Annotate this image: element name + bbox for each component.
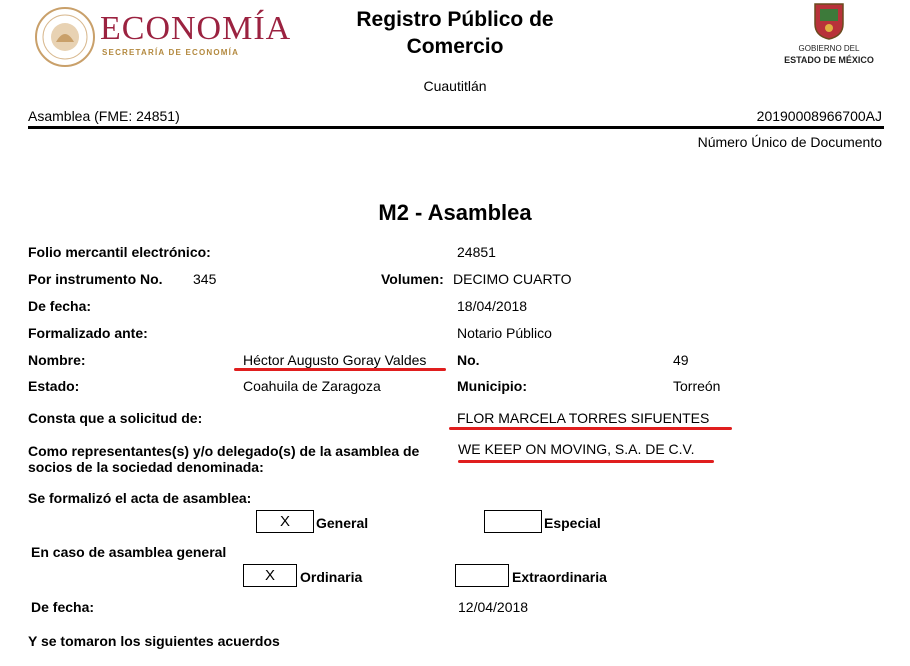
instrumento-label: Por instrumento No. [28,271,163,287]
estado-label: Estado: [28,378,80,394]
header-divider [28,126,884,129]
edomex-line-2: ESTADO DE MÉXICO [784,55,874,65]
economia-wordmark: ECONOMÍA [100,10,292,47]
national-seal-icon [34,6,96,68]
representantes-value: WE KEEP ON MOVING, S.A. DE C.V. [458,441,695,457]
extraordinaria-checkbox[interactable] [455,564,509,587]
page-title: Registro Público de Comercio [356,8,554,58]
state-shield-icon [813,2,845,40]
edomex-logo [770,2,888,68]
nombre-highlight [234,368,446,371]
document-number-caption: Número Único de Documento [697,134,882,150]
especial-checkbox[interactable] [484,510,542,533]
volumen-label: Volumen: [381,271,444,287]
notario-number-value: 49 [673,352,689,368]
assembly-fme-label: Asamblea (FME: 24851) [28,108,180,124]
acuerdos-label: Y se tomaron los siguientes acuerdos [28,633,280,649]
city-label: Cuautitlán [423,78,487,94]
notario-number-label: No. [457,352,480,368]
fecha2-value: 12/04/2018 [458,599,529,615]
formalizado-label: Formalizado ante: [28,325,148,341]
nombre-label: Nombre: [28,352,86,368]
representantes-label-line1: Como representantes(s) y/o delegado(s) de la asamblea de [28,443,420,459]
section-title: M2 - Asamblea [378,200,532,225]
folio-label: Folio mercantil electrónico: [28,244,211,260]
municipio-value: Torreón [673,378,721,394]
edomex-line-1: GOBIERNO DEL [798,44,860,53]
especial-label: Especial [544,515,601,531]
document-number: 20190008966700AJ [756,108,882,124]
economia-subtitle: SECRETARÍA DE ECONOMÍA [102,48,240,57]
economia-logo [34,6,296,68]
fecha2-label: De fecha: [31,599,95,615]
folio-value: 24851 [457,244,496,260]
fecha-label: De fecha: [28,298,92,314]
solicitud-highlight [449,427,732,430]
general-checkbox[interactable]: X [256,510,314,533]
formalizado-value: Notario Público [457,325,552,341]
fecha-value: 18/04/2018 [457,298,528,314]
volumen-value: DECIMO CUARTO [453,271,572,287]
general-label: General [316,515,369,531]
instrumento-value: 345 [193,271,217,287]
caso-label: En caso de asamblea general [31,544,227,560]
nombre-value: Héctor Augusto Goray Valdes [243,352,427,368]
extraordinaria-label: Extraordinaria [512,569,607,585]
solicitud-label: Consta que a solicitud de: [28,410,203,426]
municipio-label: Municipio: [457,378,527,394]
representantes-highlight [458,460,714,463]
ordinaria-label: Ordinaria [300,569,363,585]
solicitud-value: FLOR MARCELA TORRES SIFUENTES [457,410,710,426]
acta-label: Se formalizó el acta de asamblea: [28,490,252,506]
ordinaria-checkbox[interactable]: X [243,564,297,587]
representantes-label-line2: socios de la sociedad denominada: [28,459,264,475]
estado-value: Coahuila de Zaragoza [243,378,381,394]
